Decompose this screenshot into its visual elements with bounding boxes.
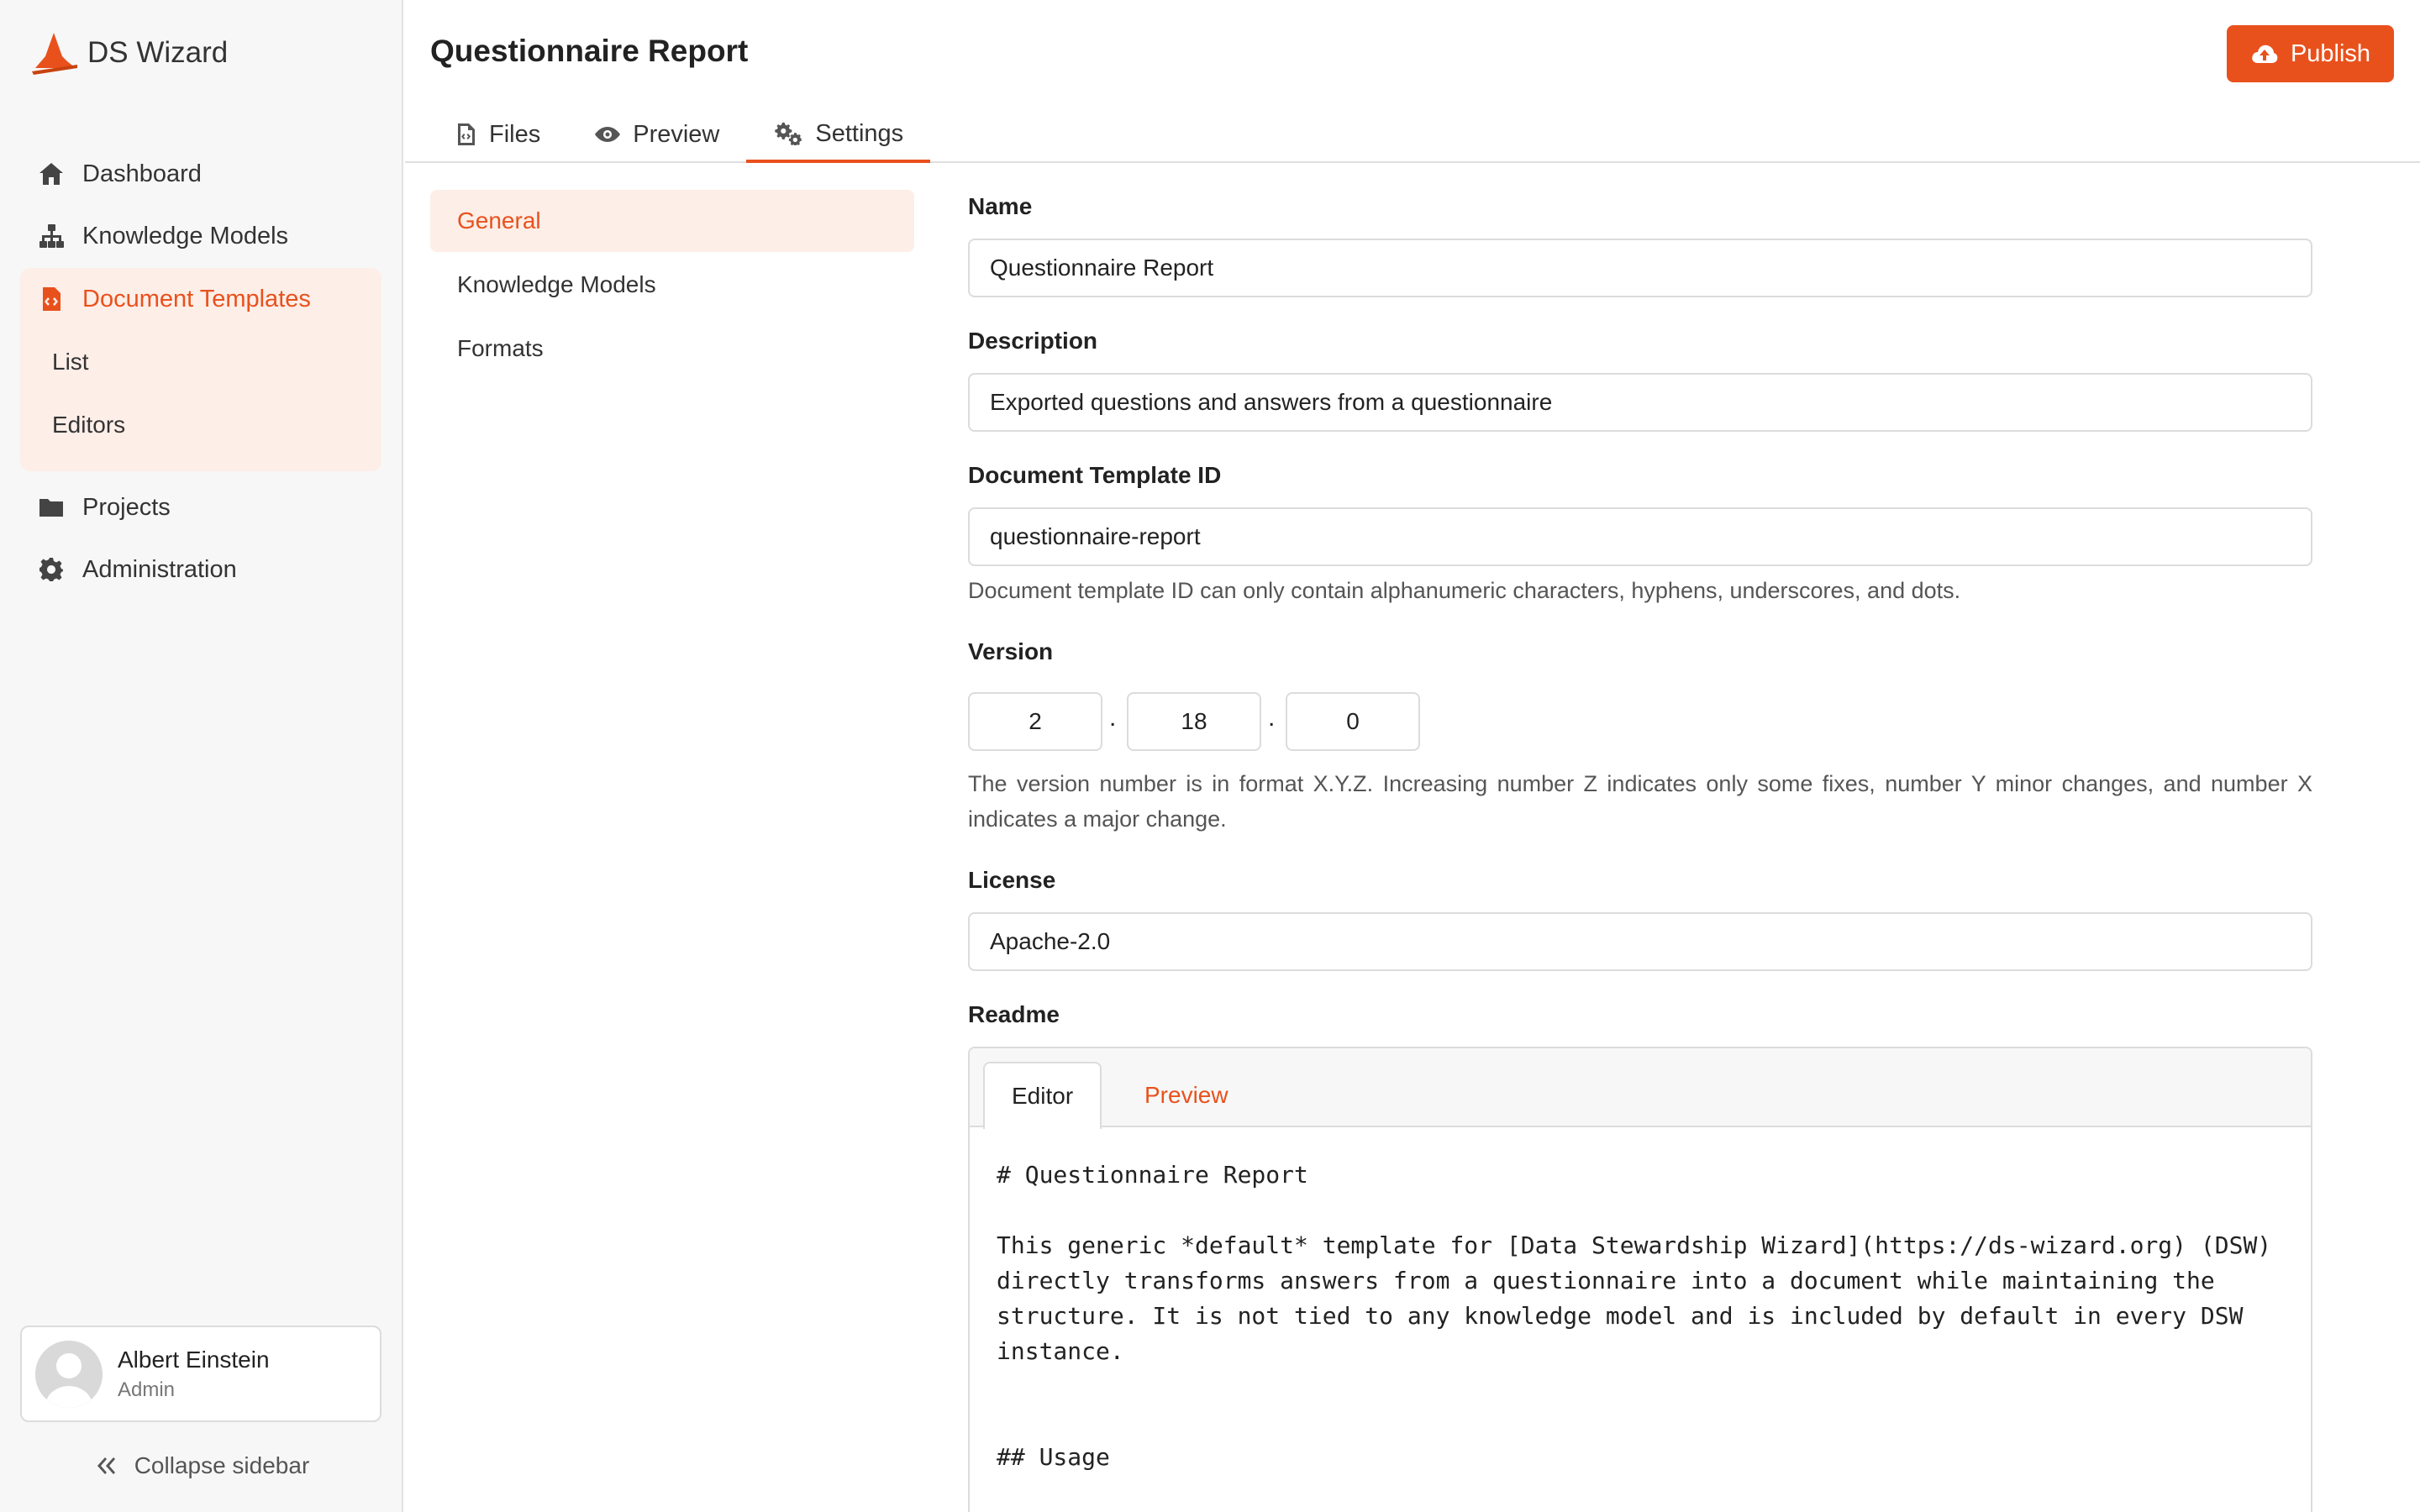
readme-line: structure. It is not tied to any knowledge model and is included by default in every DSW <box>997 1302 2244 1330</box>
readme-tab-preview[interactable]: Preview <box>1144 1082 1228 1108</box>
page-title: Questionnaire Report <box>430 34 749 68</box>
readme-label: Readme <box>968 1001 1060 1027</box>
settings-nav <box>430 190 914 381</box>
double-chevron-left-icon <box>94 1454 118 1478</box>
sitemap-icon <box>37 222 66 250</box>
collapse-sidebar-button[interactable] <box>0 1445 403 1487</box>
sidebar-item-label: Document Templates <box>82 285 311 312</box>
profile-name: Albert Einstein <box>118 1346 270 1373</box>
tab-label: Settings <box>815 119 904 147</box>
readme-line: instance. <box>997 1337 1124 1365</box>
description-field[interactable]: Exported questions and answers from a questionnaire <box>968 373 2312 432</box>
cloud-upload-icon <box>2250 41 2279 66</box>
settings-nav-general[interactable]: General <box>430 190 914 252</box>
name-field[interactable]: Questionnaire Report <box>968 239 2312 297</box>
readme-textarea[interactable] <box>997 1158 2299 1475</box>
version-label: Version <box>968 638 1054 664</box>
readme-tabs <box>970 1048 2311 1127</box>
home-icon <box>37 160 66 188</box>
user-profile-card[interactable] <box>20 1326 381 1422</box>
sidebar-item-label: Knowledge Models <box>82 222 289 249</box>
avatar <box>35 1341 103 1408</box>
readme-line: directly transforms answers from a questionnaire into a document while maintaining the <box>997 1267 2215 1294</box>
file-code-icon <box>455 123 477 146</box>
editor-tabs <box>430 108 930 163</box>
version-separator: . <box>1109 704 1117 732</box>
sidebar-item-document-templates[interactable] <box>20 268 381 330</box>
license-label: License <box>968 867 1056 893</box>
sidebar-item-knowledge-models[interactable] <box>20 205 381 267</box>
sidebar-item-label: Projects <box>82 493 171 521</box>
version-major-field[interactable]: 2 <box>968 692 1102 751</box>
tab-settings[interactable] <box>746 108 930 163</box>
sidebar <box>0 0 403 1512</box>
publish-label: Publish <box>2290 39 2371 67</box>
tab-label: Preview <box>633 120 720 148</box>
version-patch-field[interactable]: 0 <box>1286 692 1420 751</box>
sidebar-group-document-templates <box>20 268 381 471</box>
name-label: Name <box>968 193 1033 219</box>
gear-icon <box>37 555 66 584</box>
eye-icon <box>594 123 621 146</box>
profile-role: Admin <box>118 1378 176 1401</box>
template-id-label: Document Template ID <box>968 462 1222 488</box>
template-id-field[interactable]: questionnaire-report <box>968 507 2312 566</box>
sidebar-item-dashboard[interactable] <box>20 143 381 205</box>
publish-button[interactable] <box>2227 25 2394 82</box>
file-code-icon <box>37 285 66 313</box>
sidebar-nav <box>20 143 381 601</box>
brand-logo[interactable] <box>29 30 228 76</box>
sidebar-item-label: Administration <box>82 555 237 583</box>
sidebar-item-projects[interactable] <box>20 476 381 538</box>
version-minor-field[interactable]: 18 <box>1127 692 1261 751</box>
settings-nav-knowledge-models[interactable]: Knowledge Models <box>457 271 656 297</box>
readme-line: ## Usage <box>997 1443 1110 1471</box>
sidebar-item-administration[interactable] <box>20 538 381 601</box>
tab-files[interactable] <box>405 108 567 161</box>
wizard-hat-logo-icon <box>29 31 79 75</box>
sidebar-subitem-list[interactable]: List <box>52 348 89 375</box>
folder-icon <box>37 493 66 522</box>
license-field[interactable]: Apache-2.0 <box>968 912 2312 971</box>
readme-line: # Questionnaire Report <box>997 1161 1308 1189</box>
tab-preview[interactable] <box>567 108 746 161</box>
readme-editor <box>968 1047 2312 1512</box>
description-label: Description <box>968 328 1098 354</box>
version-separator: . <box>1268 704 1276 732</box>
page-header <box>405 0 2420 163</box>
collapse-sidebar-label: Collapse sidebar <box>134 1452 310 1478</box>
settings-nav-formats[interactable]: Formats <box>457 335 544 361</box>
app-name: DS Wizard <box>87 36 229 69</box>
version-help: The version number is in format X.Y.Z. Increasing number Z indicates only some fixes, number Y minor changes, and number X indicates a major change. <box>968 771 2312 832</box>
cogs-icon <box>773 122 803 145</box>
template-id-help: Document template ID can only contain alphanumeric characters, hyphens, underscores, and dots. <box>968 578 1961 603</box>
sidebar-subitem-editors[interactable]: Editors <box>52 411 126 438</box>
tab-label: Files <box>489 120 541 148</box>
readme-line: This generic *default* template for [Data Stewardship Wizard](https://ds-wizard.org) (DSW) <box>997 1231 2272 1259</box>
readme-tab-editor[interactable]: Editor <box>983 1062 1102 1129</box>
sidebar-item-label: Dashboard <box>82 160 202 187</box>
